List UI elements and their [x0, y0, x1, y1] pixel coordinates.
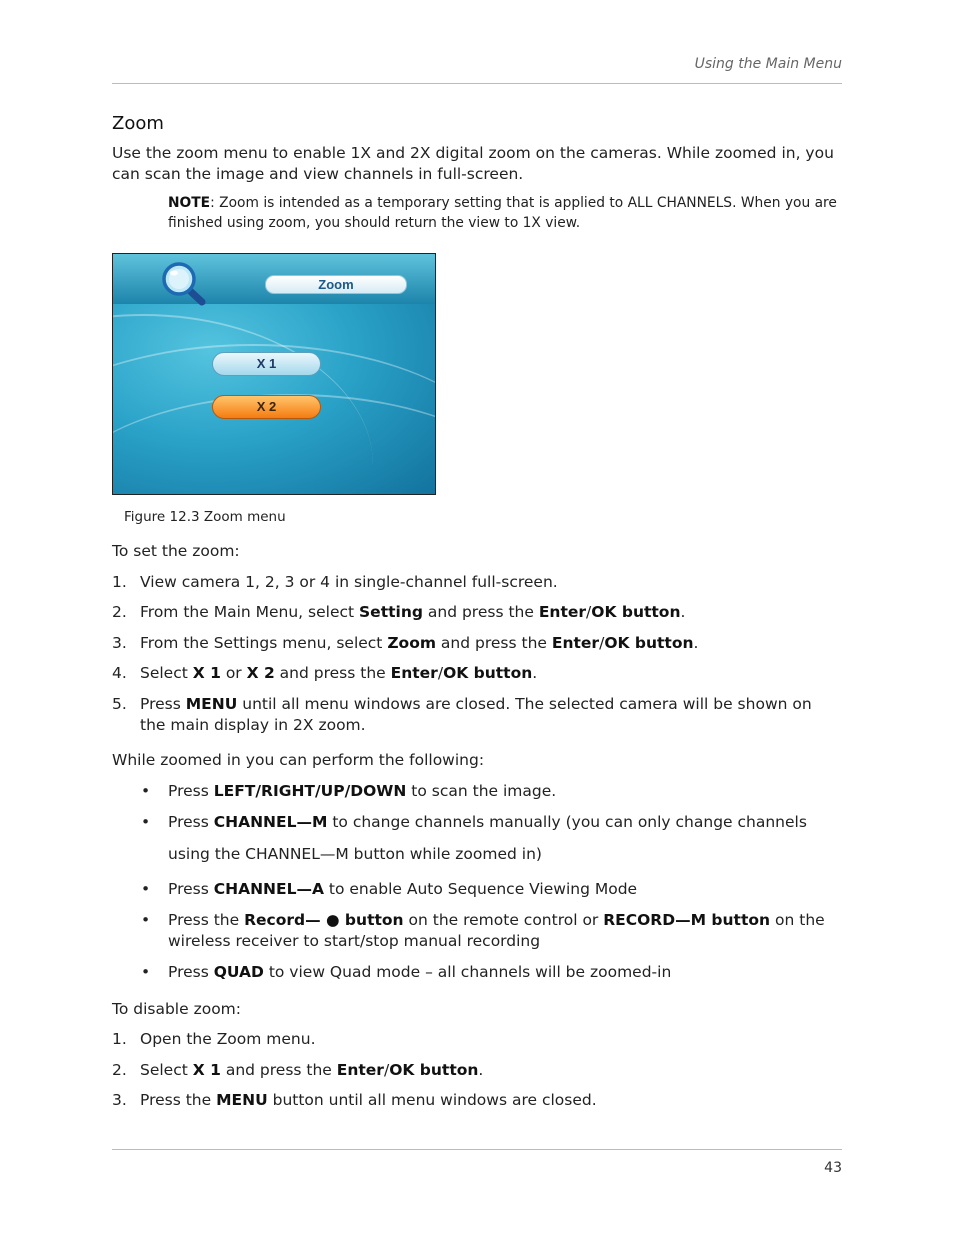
text-run: View camera 1, 2, 3 or 4 in single-channel full-screen. [140, 572, 558, 591]
set-zoom-step [112, 663, 842, 684]
header-rule [112, 83, 842, 84]
text-run: and press the [422, 603, 539, 621]
step-number: 1. [112, 572, 127, 591]
bold-term: Setting [359, 603, 423, 621]
text-run: Press [168, 962, 214, 981]
text-run: Press [168, 812, 214, 831]
bullet-item [112, 962, 842, 983]
set-zoom-step [112, 572, 842, 593]
step-number: 4. [112, 664, 127, 682]
intro-paragraph: Use the zoom menu to enable 1X and 2X digital zoom on the cameras. While zoomed in, you can scan the image and view channels in full-screen. [112, 144, 834, 183]
zoom-menu-figure [112, 253, 436, 495]
while-zoomed-lead: While zoomed in you can perform the following: [112, 750, 485, 769]
text-run: Press the [168, 910, 245, 929]
bold-term: CHANNEL—M [213, 812, 328, 831]
bold-term: RECORD—M button [603, 910, 771, 929]
text-run: . [478, 1060, 484, 1079]
bold-term: X 1 [192, 664, 221, 682]
text-run: Press the [140, 1091, 217, 1109]
text-run: and press the [436, 633, 552, 652]
page-number: 43 [824, 1160, 842, 1176]
text-run: . [532, 664, 538, 682]
text-run: Press [168, 879, 214, 898]
bold-term: LEFT/RIGHT/UP/DOWN [213, 781, 407, 800]
zoom-x1-option: X 1 [212, 352, 321, 376]
bold-term: OK button [591, 603, 681, 621]
step-number: 5. [112, 694, 127, 713]
bold-term: Enter [551, 633, 600, 652]
bold-term: X 2 [246, 664, 275, 682]
bold-term: MENU [185, 694, 238, 713]
zoom-x2-option: X 2 [212, 395, 321, 419]
text-run: on the wireless receiver to start/stop manual recording [168, 910, 825, 950]
bold-term: Enter [336, 1060, 384, 1079]
while-zoomed-list [112, 781, 842, 983]
text-run: / [586, 603, 592, 621]
figure-caption: Figure 12.3 Zoom menu [124, 509, 286, 525]
bold-term: OK button [389, 1060, 479, 1079]
text-run: and press the [274, 664, 391, 682]
page-content [112, 113, 842, 1111]
step-number: 3. [112, 633, 127, 652]
step-number: 3. [112, 1091, 127, 1109]
set-zoom-lead: To set the zoom: [112, 542, 240, 560]
text-run: or [220, 664, 247, 682]
bullet-item [112, 879, 842, 900]
bold-term: Enter [390, 664, 438, 682]
disable-zoom-step [112, 1060, 842, 1081]
set-zoom-step [112, 633, 842, 654]
text-run: / [383, 1060, 390, 1079]
note-label: NOTE [168, 195, 211, 211]
bold-term: OK button [443, 664, 533, 682]
magnifier-icon [159, 260, 209, 306]
text-run: and press the [220, 1060, 337, 1079]
text-run: / [599, 633, 605, 652]
running-header: Using the Main Menu [694, 56, 842, 72]
step-number: 1. [112, 1030, 127, 1048]
step-number: 2. [112, 1060, 127, 1079]
bold-term: MENU [216, 1091, 268, 1109]
text-run: . [680, 603, 686, 621]
text-run: Select [140, 664, 193, 682]
set-zoom-steps [112, 572, 842, 736]
bold-term: Enter [538, 603, 587, 621]
text-run: Press [140, 694, 186, 713]
text-run: to change channels manually (you can only change channels using the CHANNEL—M button while zoomed in) [168, 812, 807, 863]
text-run: to enable Auto Sequence Viewing Mode [323, 879, 638, 898]
bullet-item [112, 910, 842, 952]
text-run: button until all menu windows are closed. [267, 1091, 597, 1109]
disable-zoom-step [112, 1090, 842, 1111]
text-run: Open the Zoom menu. [140, 1030, 316, 1048]
bold-term: QUAD [213, 962, 264, 981]
text-run: . [693, 633, 699, 652]
bold-term: CHANNEL—A [213, 879, 324, 898]
bullet-item [112, 781, 842, 802]
text-run: Select [140, 1060, 193, 1079]
text-run: / [437, 664, 444, 682]
set-zoom-step [112, 694, 842, 736]
bold-term: Record— ● button [244, 910, 404, 929]
bold-term: OK button [604, 633, 694, 652]
set-zoom-step [112, 602, 842, 623]
bullet-item [112, 806, 842, 870]
bold-term: X 1 [192, 1060, 221, 1079]
text-run: until all menu windows are closed. The selected camera will be shown on the main display in 2X zoom. [140, 694, 812, 734]
step-number: 2. [112, 603, 127, 621]
text-run: to view Quad mode – all channels will be zoomed-in [263, 962, 672, 981]
text-run: From the Main Menu, select [140, 603, 360, 621]
text-run: on the remote control or [403, 910, 604, 929]
text-run: Press [168, 781, 214, 800]
zoom-menu-title: Zoom [265, 275, 407, 294]
disable-zoom-lead: To disable zoom: [112, 999, 241, 1018]
text-run: to scan the image. [406, 781, 557, 800]
note-text: : Zoom is intended as a temporary setting that is applied to ALL CHANNELS. When you are finished using zoom, you should return the view to 1X view. [168, 195, 837, 231]
text-run: From the Settings menu, select [140, 633, 388, 652]
bold-term: Zoom [387, 633, 436, 652]
footer-rule [112, 1149, 842, 1150]
section-title: Zoom [112, 113, 164, 134]
note-paragraph [168, 194, 842, 233]
disable-zoom-steps [112, 1029, 842, 1111]
disable-zoom-step [112, 1029, 842, 1050]
